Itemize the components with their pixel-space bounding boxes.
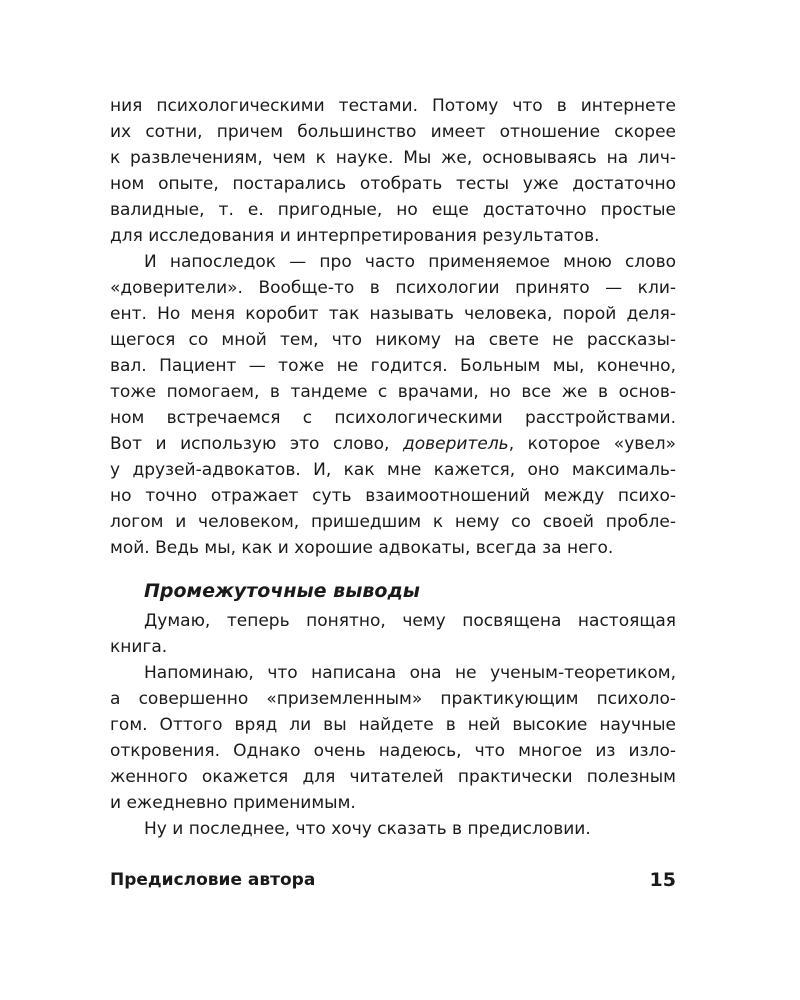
text-line: тоже помогаем, в тандеме с врачами, но все же в основ-: [110, 382, 676, 402]
text-line: а совершенно «приземленным» практикующим психоло-: [110, 689, 676, 709]
text-line: валидные, т. е. пригодные, но еще достаточно простые: [110, 200, 676, 220]
section-heading: Промежуточные выводы: [144, 580, 420, 602]
text-line: Ну и последнее, что хочу сказать в предисловии.: [144, 819, 591, 839]
text-line: к развлечениям, чем к науке. Мы же, основываясь на лич-: [110, 148, 676, 168]
text-run: , которое «увел»: [508, 434, 676, 454]
text-line: ент. Но меня коробит так называть человека, порой деля-: [110, 304, 676, 324]
text-line: книга.: [110, 637, 168, 657]
text-line: для исследования и интерпретирования результатов.: [110, 226, 600, 246]
running-footer-title: Предисловие автора: [110, 870, 316, 890]
text-line: Думаю, теперь понятно, чему посвящена настоящая: [144, 611, 676, 631]
text-line: их сотни, причем большинство имеет отношение скорее: [110, 122, 676, 142]
paragraph: [110, 249, 676, 561]
text-line: И напоследок — про часто применяемое мною слово: [144, 252, 676, 272]
paragraph: [110, 816, 676, 842]
page-body: [110, 93, 676, 842]
text-line: ния психологическими тестами. Потому что в интернете: [110, 96, 676, 116]
paragraph: [110, 93, 676, 249]
text-line: гом. Оттого вряд ли вы найдете в ней высокие научные: [110, 715, 676, 735]
text-line: откровения. Однако очень надеюсь, что многое из изло-: [110, 741, 676, 761]
paragraph: [110, 660, 676, 816]
text-line: но точно отражает суть взаимоотношений между психо-: [110, 486, 676, 506]
section-gap: [110, 561, 676, 574]
text-line: у друзей-адвокатов. И, как мне кажется, оно максималь-: [110, 460, 676, 480]
page-footer: [110, 868, 676, 892]
text-line: и ежедневно применимым.: [110, 793, 356, 813]
paragraph: [110, 608, 676, 660]
text-line: ном встречаемся с психологическими расстройствами.: [110, 408, 676, 428]
page-number: 15: [649, 869, 676, 891]
text-line: щегося со мной тем, что никому на свете не рассказы-: [110, 330, 676, 350]
text-run: Вот и использую это слово,: [110, 434, 403, 454]
text-line: логом и человеком, пришедшим к нему со своей пробле-: [110, 512, 676, 532]
emphasized-term: доверитель: [402, 434, 509, 454]
text-line: женного окажется для читателей практически полезным: [110, 767, 676, 787]
text-line: [110, 431, 676, 457]
text-line: вал. Пациент — тоже не годится. Больным мы, конечно,: [110, 356, 676, 376]
text-line: мой. Ведь мы, как и хорошие адвокаты, всегда за него.: [110, 538, 614, 558]
text-line: «доверители». Вообще-то в психологии принято — кли-: [110, 278, 676, 298]
text-line: Напоминаю, что написана она не ученым-теоретиком,: [144, 663, 676, 683]
text-line: ном опыте, постарались отобрать тесты уже достаточно: [110, 174, 676, 194]
